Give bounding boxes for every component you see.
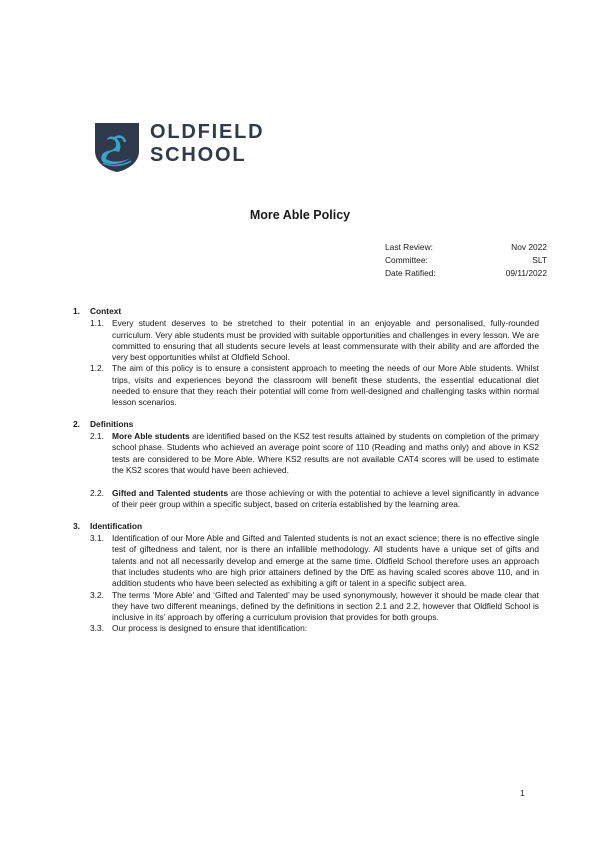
clause bbox=[73, 431, 539, 476]
section-number: 3. bbox=[73, 520, 80, 531]
clause-text: The aim of this policy is to ensure a consistent approach to meeting the needs of our More Able students. Whilst trips, visits and experiences beyond the classroom will benefit these students, the essential educational diet needed to ensure that they reach their potential will come from well-designed and challenging tasks within normal lesson scenarios. bbox=[112, 363, 539, 408]
clause-number: 2.1. bbox=[90, 430, 104, 441]
clause-text: Our process is designed to ensure that identification: bbox=[112, 623, 308, 634]
clause-text: Identification of our More Able and Gifted and Talented students is not an exact science; there is no effective single test of giftedness and talent, nor is there an infallible methodology. All students have a unique set of gifts and talents and not all necessarily develop and emerge at the same time. Oldfield School therefore uses an approach that includes students who are high prior attainers defined by the DfE as having scaled scores above 110, and in addition students who have been selected as exhibiting a gift or talent in a specific subject area. bbox=[112, 533, 539, 589]
clause-number: 2.2. bbox=[90, 488, 104, 499]
section-number: 2. bbox=[73, 418, 80, 429]
defined-term: More Able students bbox=[112, 430, 190, 441]
meta-row bbox=[385, 254, 547, 267]
meta-value: SLT bbox=[532, 254, 547, 265]
clause-text: are identified based on the KS2 test results attained by students on completion of the primary school phase. Students who achieved an average point score of 110 (Reading and maths only) and above in KS2 tests are considered to be More Able. Where KS2 results are not available CAT4 scores will be used to estimate the KS2 scores that would have been achieved. bbox=[112, 430, 539, 475]
review-metadata bbox=[385, 241, 547, 279]
logo-line-oldfield: OLDFIELD bbox=[150, 121, 265, 143]
swan-shield-icon bbox=[93, 121, 141, 173]
section-heading: Identification bbox=[90, 520, 143, 531]
section-heading: Definitions bbox=[90, 418, 134, 429]
clause bbox=[73, 363, 539, 408]
clause-number: 1.1. bbox=[90, 318, 104, 329]
school-logo bbox=[93, 121, 283, 173]
clause-number: 3.1. bbox=[90, 533, 104, 544]
clause-text: are those achieving or with the potential to achieve a level significantly in advance of their peer group within a specific subject, based on criteria established by the learning area. bbox=[112, 488, 540, 510]
meta-label: Date Ratified: bbox=[385, 267, 436, 278]
meta-row bbox=[385, 267, 547, 280]
clause-number: 1.2. bbox=[90, 363, 104, 374]
meta-value: 09/11/2022 bbox=[505, 267, 547, 278]
meta-label: Committee: bbox=[385, 254, 428, 265]
logo-line-school: SCHOOL bbox=[150, 144, 247, 166]
meta-row bbox=[385, 241, 547, 254]
section-number: 1. bbox=[73, 306, 80, 316]
document-title: More Able Policy bbox=[249, 208, 351, 222]
page-number: 1 bbox=[520, 788, 525, 798]
clause bbox=[73, 488, 539, 511]
section-identification bbox=[73, 521, 539, 635]
clause-number: 3.2. bbox=[90, 589, 104, 600]
meta-label: Last Review: bbox=[385, 242, 433, 252]
clause bbox=[73, 533, 539, 589]
clause-text: Every student deserves to be stretched to their potential in an enjoyable and personalised, fully-rounded curriculum. Very able students must be provided with suitable opportunities and challenges in every lesson. We are committed to ensuring that all students secure levels at least commensurate with their ability and are afforded the very best opportunities whilst at Oldfield School. bbox=[112, 318, 539, 363]
clause-text: The terms ‘More Able’ and ‘Gifted and Talented’ may be used synonymously, however it should be made clear that they have two different meanings, defined by the definitions in section 2.1 and 2.2, however that Oldfield School is inclusive in its’ approach by offering a curriculum provision that provides for both groups. bbox=[112, 589, 539, 623]
meta-value: Nov 2022 bbox=[511, 242, 547, 252]
clause bbox=[73, 318, 539, 363]
section-definitions bbox=[73, 419, 539, 511]
section-heading: Context bbox=[90, 306, 122, 316]
clause bbox=[73, 590, 539, 624]
clause-number: 3.3. bbox=[90, 623, 104, 634]
defined-term: Gifted and Talented students bbox=[112, 488, 228, 499]
document-body bbox=[73, 306, 539, 645]
clause bbox=[73, 623, 539, 634]
section-context bbox=[73, 306, 539, 409]
